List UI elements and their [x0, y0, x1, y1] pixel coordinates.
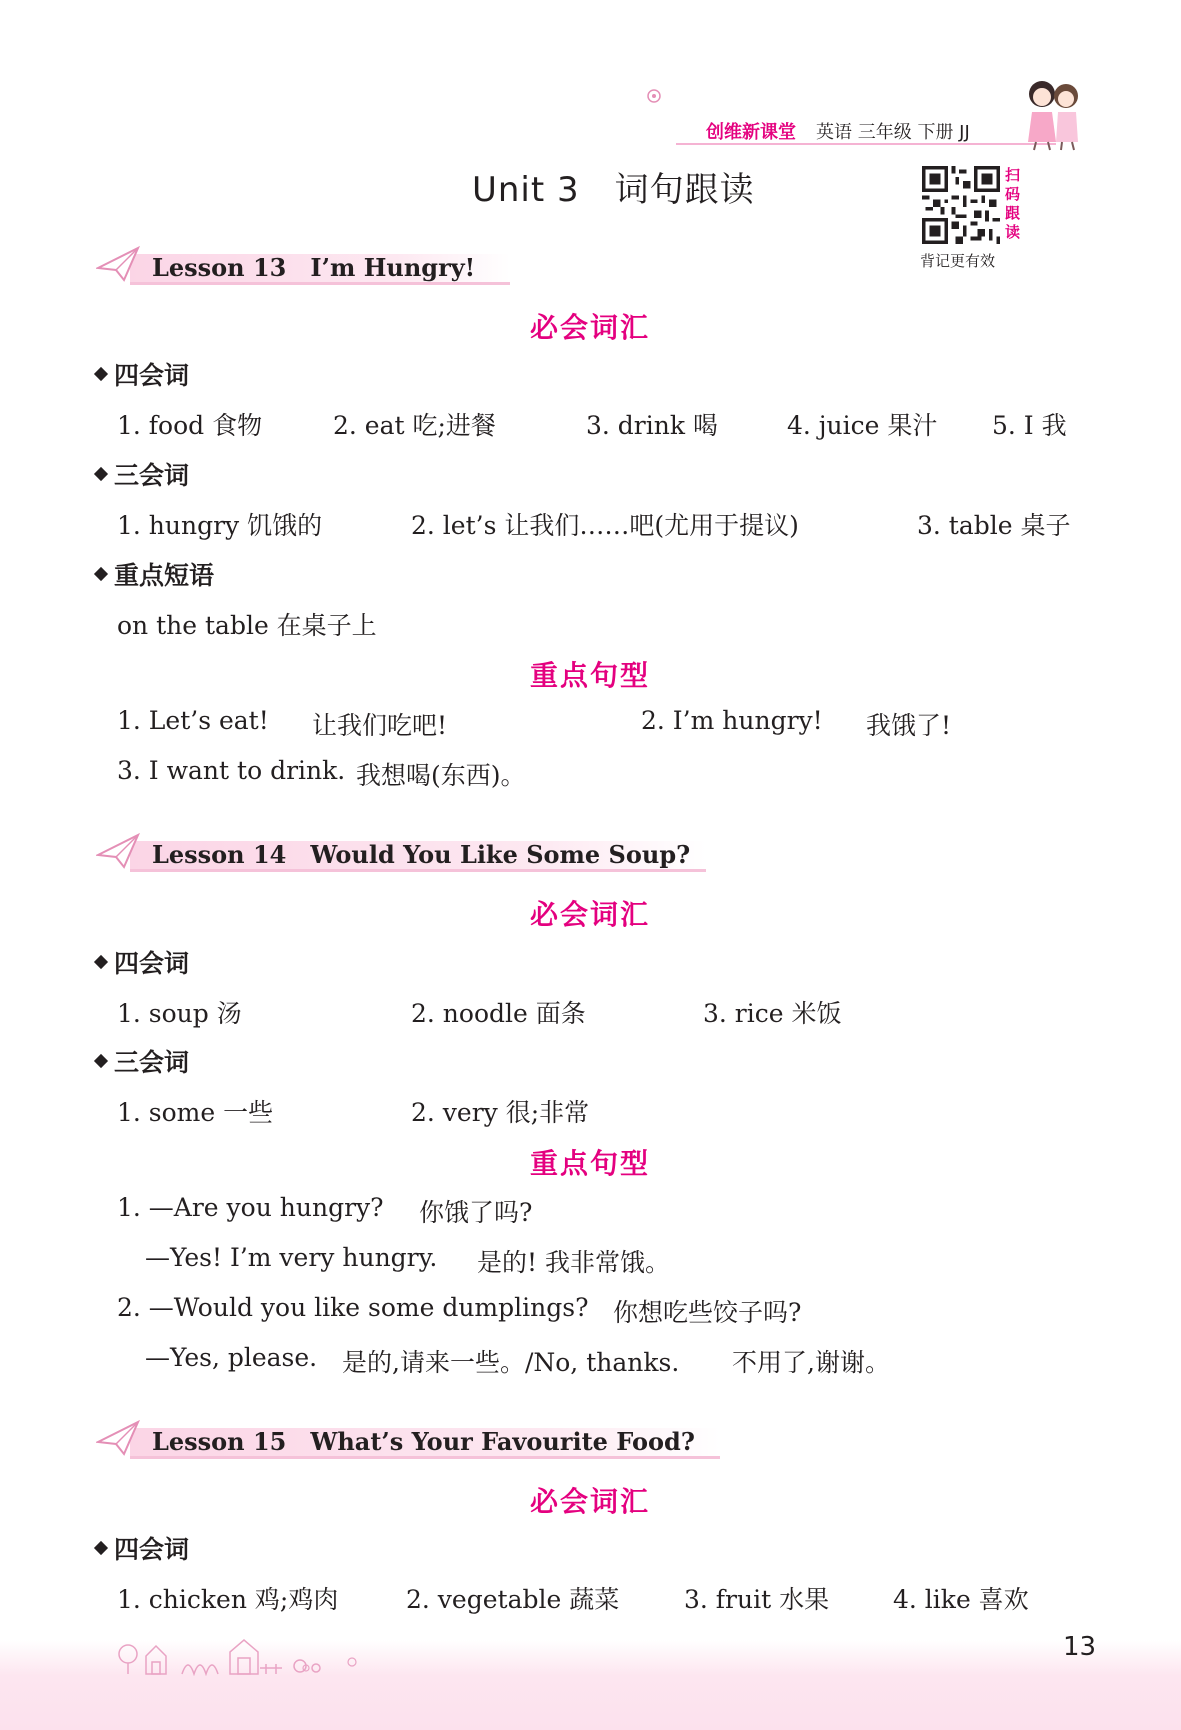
sentence-en: 1. Let’s eat! [117, 706, 269, 735]
sentence-en: 3. I want to drink. [117, 756, 346, 785]
vocab-item: 2. vegetable 蔬菜 [406, 1585, 620, 1614]
lesson-15-four-label: 四会词 [96, 1530, 189, 1566]
lesson-14-title: Lesson 14 Would You Like Some Soup? [152, 840, 691, 869]
header-brand: 创维新课堂 [706, 122, 796, 143]
phrase-item: on the table 在桌子上 [117, 611, 377, 640]
sentence-en: 2. —Would you like some dumplings? [117, 1293, 589, 1322]
sentence-zh: 我饿了! [866, 711, 952, 740]
girls-illustration-icon [1012, 72, 1092, 152]
qr-side-text: 扫 码 跟 读 [1005, 166, 1021, 241]
lesson-13-title: Lesson 13 I’m Hungry! [152, 253, 476, 282]
qr-code-icon[interactable] [922, 166, 1000, 244]
lesson-15-banner [96, 1418, 726, 1462]
page-number: 13 [1063, 1632, 1097, 1662]
diamond-bullet-icon [94, 955, 108, 969]
sentence-mixed: 是的,请来一些。/No, thanks. [342, 1348, 680, 1377]
qr-caption: 背记更有效 [920, 252, 996, 270]
vocab-item: 3. rice 米饭 [703, 999, 842, 1028]
header-divider [676, 143, 1056, 145]
vocab-item: 1. chicken 鸡;鸡肉 [117, 1585, 339, 1614]
vocab-item: 3. table 桌子 [917, 511, 1071, 540]
vocab-item: 3. fruit 水果 [684, 1585, 830, 1614]
vocab-item: 1. hungry 饥饿的 [117, 511, 323, 540]
sentence-en: 2. I’m hungry! [641, 706, 823, 735]
header-info: 英语 三年级 下册 JJ [816, 122, 970, 143]
sentence-zh: 不用了,谢谢。 [732, 1348, 890, 1377]
sentence-zh: 是的! 我非常饿。 [477, 1248, 670, 1277]
vocab-item: 1. soup 汤 [117, 999, 242, 1028]
paper-plane-icon [96, 1418, 142, 1458]
vocab-item: 5. I 我 [992, 411, 1067, 440]
lesson-14-four-label: 四会词 [96, 944, 189, 980]
vocab-item: 2. very 很;非常 [411, 1098, 590, 1127]
diamond-bullet-icon [94, 1054, 108, 1068]
unit-title: Unit 3 词句跟读 [472, 170, 755, 210]
sentence-en: —Yes! I’m very hungry. [145, 1243, 438, 1272]
vocab-item: 3. drink 喝 [586, 411, 718, 440]
lesson-14-three-label: 三会词 [96, 1043, 189, 1079]
lesson-15-title: Lesson 15 What’s Your Favourite Food? [152, 1427, 695, 1456]
vocab-item: 2. let’s 让我们……吧(尤用于提议) [411, 511, 799, 540]
vocab-item: 4. like 喜欢 [893, 1585, 1029, 1614]
vocab-item: 4. juice 果汁 [787, 411, 938, 440]
paper-plane-icon [96, 244, 142, 284]
diamond-bullet-icon [94, 1541, 108, 1555]
lesson-13-sentence-heading: 重点句型 [529, 659, 650, 692]
sentence-zh: 让我们吃吧! [312, 711, 448, 740]
vocab-item: 1. some 一些 [117, 1098, 274, 1127]
lesson-14-banner [96, 831, 716, 875]
lesson-13-three-label: 三会词 [96, 456, 189, 492]
lesson-13-four-label: 四会词 [96, 356, 189, 392]
lesson-13-phrase-label: 重点短语 [96, 556, 214, 592]
vocab-item: 2. eat 吃;进餐 [333, 411, 496, 440]
lesson-13-banner [96, 244, 516, 288]
sentence-en: —Yes, please. [145, 1343, 318, 1372]
diamond-bullet-icon [94, 567, 108, 581]
sentence-zh: 我想喝(东西)。 [356, 761, 526, 790]
lesson-14-vocab-heading: 必会词汇 [529, 898, 650, 931]
sentence-zh: 你想吃些饺子吗? [613, 1298, 802, 1327]
paper-plane-icon [96, 831, 142, 871]
sentence-zh: 你饿了吗? [419, 1198, 533, 1227]
sparkle-decoration-icon [300, 1656, 370, 1676]
lesson-13-vocab-heading: 必会词汇 [529, 311, 650, 344]
lesson-14-sentence-heading: 重点句型 [529, 1147, 650, 1180]
vocab-item: 2. noodle 面条 [411, 999, 586, 1028]
vocab-item: 1. food 食物 [117, 411, 263, 440]
lesson-15-vocab-heading: 必会词汇 [529, 1485, 650, 1518]
diamond-bullet-icon [94, 367, 108, 381]
diamond-bullet-icon [94, 467, 108, 481]
sentence-en: 1. —Are you hungry? [117, 1193, 384, 1222]
flower-icon [644, 86, 664, 106]
